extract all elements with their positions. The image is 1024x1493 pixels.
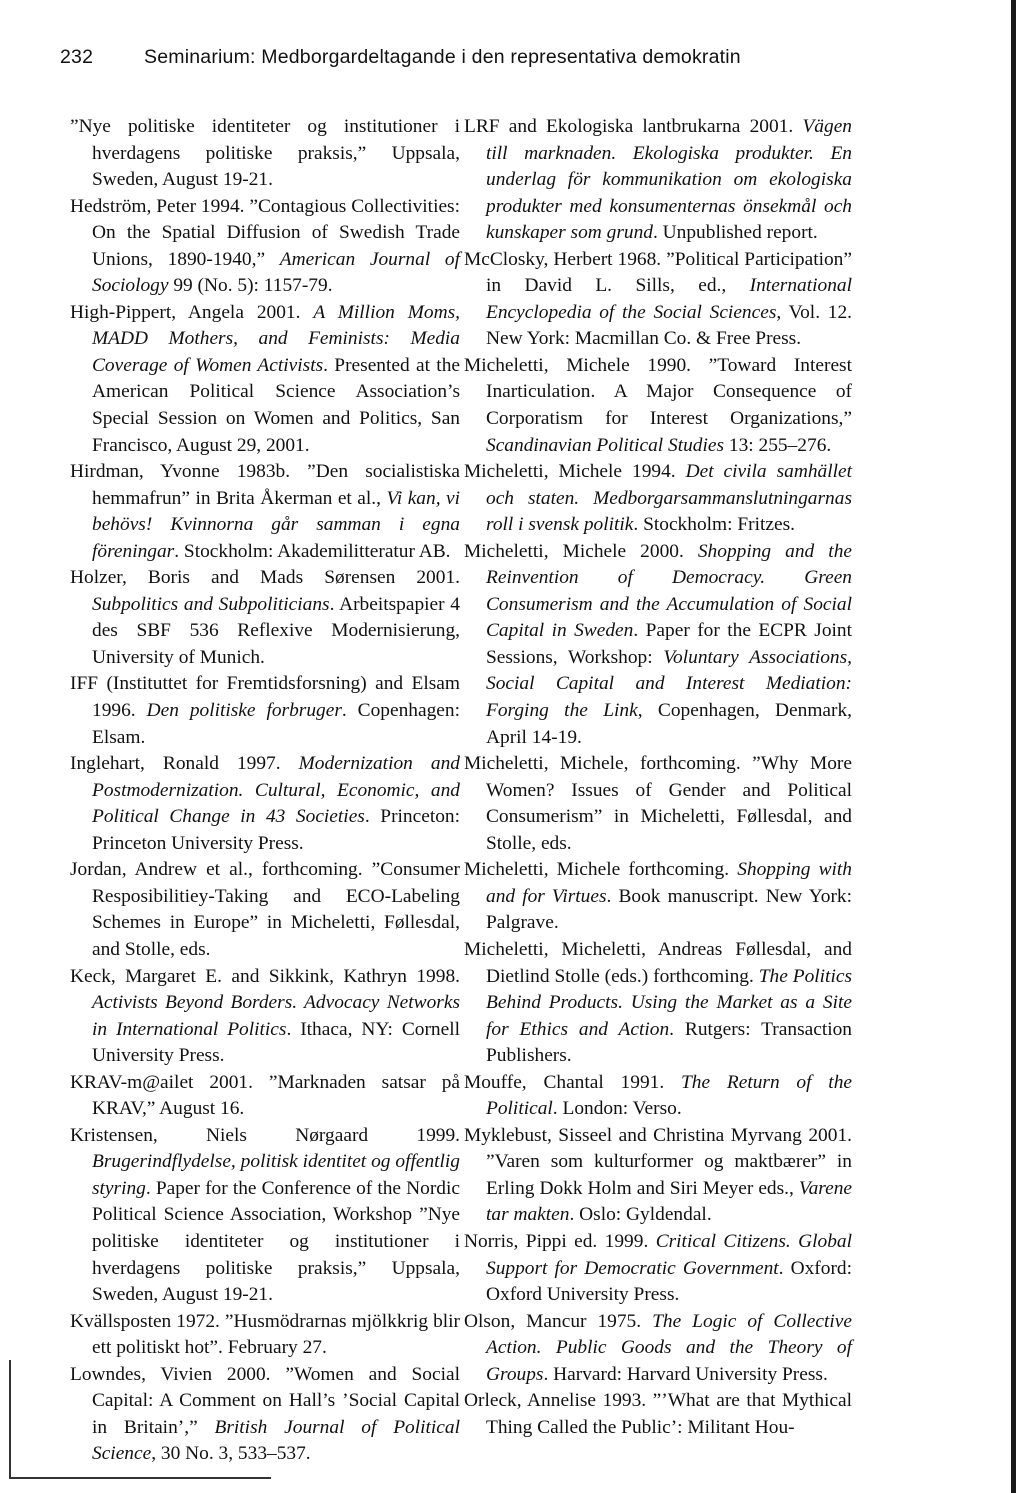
reference-entry — [464, 539, 852, 751]
reference-entry — [464, 1309, 852, 1389]
reference-title-segment: Activists Beyond Borders. Advocacy Networks in International Politics — [92, 992, 460, 1040]
reference-entry — [70, 964, 460, 1070]
scan-page-edge — [1011, 0, 1016, 1493]
reference-text-segment: Olson, Mancur 1975. — [464, 1310, 653, 1332]
reference-text-segment: . Paper for the Conference of the Nordic Political Science Association, Workshop ”Nye politiske identiteter og institutioner i hverdagens politiske praksis,” Uppsala, Sweden, August 19-21. — [92, 1177, 460, 1306]
reference-text-segment: Holzer, Boris and Mads Sørensen 2001. — [70, 567, 460, 589]
reference-text-segment: . Ithaca, NY: Cornell University Press. — [92, 1018, 461, 1067]
reference-entry — [464, 1123, 852, 1229]
reference-entry — [70, 300, 460, 459]
reference-text-segment: Micheletti, Michele forthcoming. — [464, 859, 738, 881]
reference-entry — [70, 114, 460, 194]
reference-title-segment: Subpolitics and Subpoliticians — [92, 593, 330, 615]
reference-title-segment: Scandinavian Political Studies — [486, 434, 725, 456]
reference-title-segment: Critical Citizens. Global Support for Democratic Government — [486, 1230, 852, 1279]
reference-entry — [70, 751, 460, 857]
scan-mark-horizontal — [9, 1477, 271, 1479]
reference-text-segment: . London: Verso. — [552, 1098, 682, 1120]
reference-text-segment: Myklebust, Sisseel and Christina Myrvang 2001. ”Varen som kulturformer og maktbærer” in Erling Dokk Holm and Siri Meyer eds., — [464, 1124, 852, 1199]
reference-text-segment: . Arbeitspapier 4 des SBF 536 Reflexive Modernisierung, University of Munich. — [92, 593, 460, 668]
reference-entry — [70, 1123, 460, 1309]
reference-text-segment: . Oslo: Gyldendal. — [569, 1204, 712, 1226]
reference-text-segment: Micheletti, Micheletti, Andreas Føllesdal, and Dietlind Stolle (eds.) forthcoming. — [464, 938, 852, 987]
reference-text-segment: Micheletti, Michele 1990. ”Toward Interest Inarticulation. A Major Consequence of Corporatism for Interest Organizations,” — [464, 354, 852, 430]
reference-entry — [70, 459, 460, 565]
reference-entry — [464, 114, 852, 247]
reference-text-segment: . Oxford: Oxford University Press. — [486, 1257, 852, 1306]
reference-title-segment: American Journal of Sociology — [92, 248, 460, 297]
reference-title-segment: A Million Moms, MADD Mothers, and Feminists: Media Coverage of Women Activists — [92, 301, 460, 376]
reference-text-segment: . Rutgers: Transaction Publishers. — [486, 1018, 852, 1067]
reference-text-segment: , Vol. 12. New York: Macmillan Co. & Free Press. — [486, 301, 852, 350]
page-header — [60, 46, 960, 69]
reference-entry — [464, 353, 852, 459]
reference-text-segment: ”Nye politiske identiteter og institutioner i hverdagens politiske praksis,” Uppsala, Sweden, August 19-21. — [70, 116, 460, 191]
reference-text-segment: , 30 No. 3, 533–537. — [151, 1443, 311, 1465]
reference-title-segment: Brugerindflydelse, politisk identitet og offentlig styring — [92, 1151, 460, 1199]
reference-entry — [70, 1309, 460, 1362]
reference-entry — [464, 857, 852, 937]
reference-text-segment: Norris, Pippi ed. 1999. — [464, 1230, 656, 1252]
reference-text-segment: . Princeton: Princeton University Press. — [92, 806, 460, 854]
reference-entry — [464, 1388, 852, 1441]
reference-text-segment: . Paper for the ECPR Joint Sessions, Workshop: — [486, 620, 852, 668]
reference-text-segment: Micheletti, Michele, forthcoming. ”Why More Women? Issues of Gender and Political Consumerism” in Micheletti, Føllesdal, and Stolle, eds. — [464, 753, 852, 854]
reference-text-segment: . Stockholm: Akademilitteratur AB. — [174, 540, 451, 562]
reference-text-segment: Micheletti, Michele 1994. — [464, 461, 686, 483]
reference-title-segment: The Politics Behind Products. Using the Market as a Site for Ethics and Action — [486, 965, 852, 1040]
reference-text-segment: Lowndes, Vivien 2000. ”Women and Social Capital: A Comment on Hall’s ’Social Capital in Britain’,” — [70, 1363, 460, 1438]
left-column-references — [70, 114, 460, 1468]
reference-text-segment: IFF (Instituttet for Fremtidsforsning) and Elsam 1996. — [70, 673, 460, 722]
reference-title-segment: Modernization and Postmodernization. Cultural, Economic, and Political Change in 43 Societies — [92, 753, 460, 828]
reference-text-segment: Keck, Margaret E. and Sikkink, Kathryn 1998. — [70, 965, 460, 987]
reference-entry — [70, 1070, 460, 1123]
reference-text-segment: KRAV-m@ailet 2001. ”Marknaden satsar på KRAV,” August 16. — [70, 1071, 460, 1120]
reference-text-segment: McClosky, Herbert 1968. ”Political Participation” in David L. Sills, ed., — [464, 248, 852, 297]
reference-text-segment: . Harvard: Harvard University Press. — [543, 1363, 828, 1385]
reference-text-segment: . Stockholm: Fritzes. — [633, 514, 795, 536]
page-number: 232 — [60, 46, 94, 68]
reference-text-segment: . Copenhagen: Elsam. — [92, 700, 460, 748]
reference-text-segment: 13: 255–276. — [724, 434, 832, 456]
reference-text-segment: Kvällsposten 1972. ”Husmödrarnas mjölkkrig blir ett politiskt hot”. February 27. — [70, 1310, 460, 1359]
reference-entry — [464, 247, 852, 353]
reference-text-segment: . Book manuscript. New York: Palgrave. — [486, 885, 852, 934]
reference-title-segment: Vägen till marknaden. Ekologiska produkter. En underlag för kommunikation om ekologiska produkter med konsumenternas önsekmål och kunskaper som grund — [486, 116, 852, 244]
reference-text-segment: Jordan, Andrew et al., forthcoming. ”Consumer Resposibilitiey-Taking and ECO-Labeling Schemes in Europe” in Micheletti, Føllesdal, and Stolle, eds. — [70, 859, 460, 960]
reference-title-segment: Den politiske forbruger — [146, 700, 342, 722]
reference-text-segment: High-Pippert, Angela 2001. — [70, 301, 314, 323]
reference-text-segment: . Presented at the American Political Science Association’s Special Session on Women and Politics, San Francisco, August 29, 2001. — [92, 354, 460, 456]
reference-text-segment: Hirdman, Yvonne 1983b. ”Den socialistiska hemmafrun” in Brita Åkerman et al., — [70, 461, 460, 509]
reference-title-segment: The Return of the Political — [486, 1071, 852, 1120]
reference-text-segment: . Unpublished report. — [652, 222, 818, 244]
reference-title-segment: International Encyclopedia of the Social Sciences — [486, 275, 852, 323]
reference-title-segment: Varene tar makten — [486, 1177, 852, 1226]
reference-text-segment: Orleck, Annelise 1993. ”’What are that Mythical Thing Called the Public’: Militant Hou- — [464, 1390, 852, 1438]
reference-text-segment: Kristensen, Niels Nørgaard 1999. — [70, 1124, 460, 1146]
reference-entry — [70, 194, 460, 300]
reference-title-segment: Vi kan, vi behövs! Kvinnorna går samman i egna föreningar — [92, 487, 460, 562]
reference-entry — [70, 1362, 460, 1468]
reference-entry — [70, 671, 460, 751]
reference-title-segment: Voluntary Associations, Social Capital and Interest Mediation: Forging the Link — [486, 646, 853, 722]
reference-title-segment: British Journal of Political Science — [92, 1416, 460, 1465]
reference-entry — [70, 857, 460, 963]
reference-entry — [70, 565, 460, 671]
reference-entry — [464, 1070, 852, 1123]
reference-entry — [464, 937, 852, 1070]
reference-text-segment: Micheletti, Michele 2000. — [464, 540, 698, 562]
running-title: Seminarium: Medborgardeltagande i den representativa demokratin — [144, 46, 741, 68]
reference-text-segment: LRF and Ekologiska lantbrukarna 2001. — [464, 116, 803, 137]
reference-entry — [464, 751, 852, 857]
reference-text-segment: Hedström, Peter 1994. ”Contagious Collectivities: On the Spatial Diffusion of Swedish Trade Unions, 1890-1940,” — [70, 195, 460, 270]
reference-title-segment: Det civila samhället och staten. Medborgarsammanslutningarnas roll i svensk politik — [486, 461, 852, 536]
scan-mark-vertical — [9, 1360, 11, 1478]
reference-title-segment: Shopping and the Reinvention of Democracy. Green Consumerism and the Accumulation of Social Capital in Sweden — [486, 540, 852, 642]
reference-text-segment: 99 (No. 5): 1157-79. — [168, 275, 333, 297]
reference-title-segment: The Logic of Collective Action. Public Goods and the Theory of Groups — [486, 1310, 853, 1385]
reference-entry — [464, 459, 852, 539]
reference-text-segment: Mouffe, Chantal 1991. — [464, 1071, 681, 1093]
reference-title-segment: Shopping with and for Virtues — [486, 859, 852, 907]
right-column-references — [464, 114, 852, 1441]
reference-entry — [464, 1229, 852, 1309]
reference-text-segment: , Copenhagen, Denmark, April 14-19. — [486, 700, 853, 748]
reference-text-segment: Inglehart, Ronald 1997. — [70, 753, 299, 775]
